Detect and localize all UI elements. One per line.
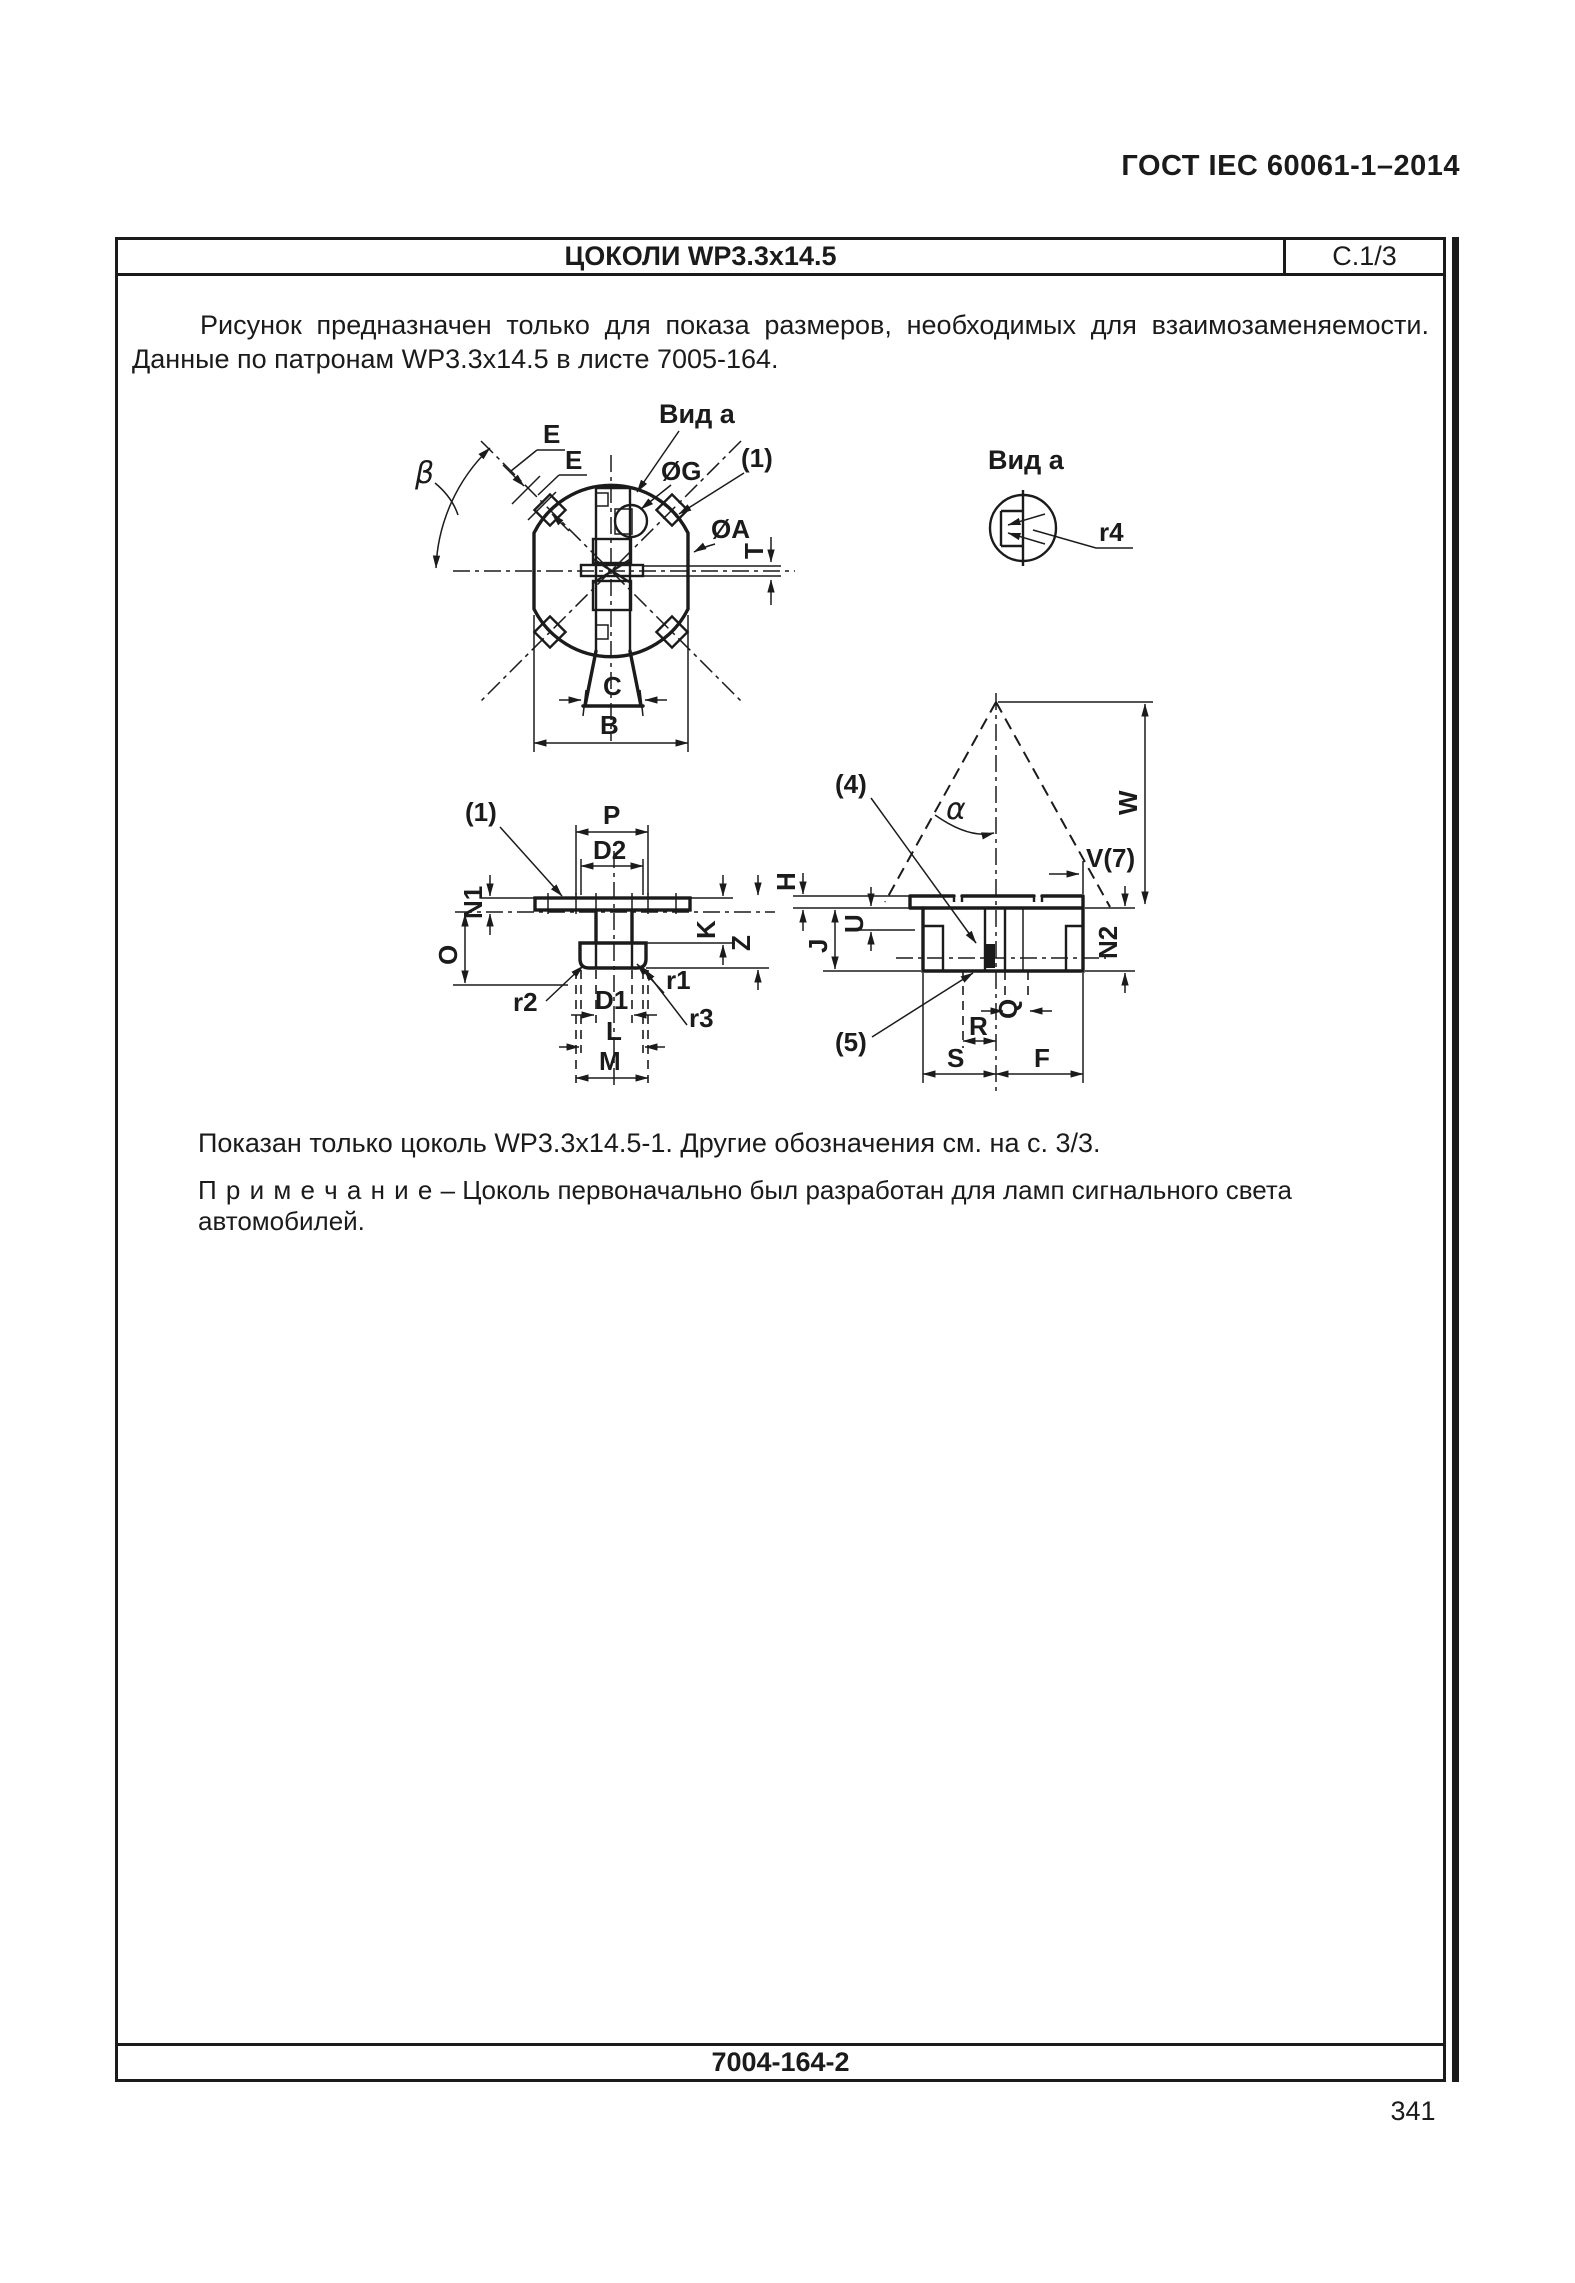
- dim-label-r2: r2: [513, 987, 538, 1017]
- sheet-title: ЦОКОЛИ WP3.3x14.5: [564, 241, 837, 271]
- ref-label-4: (4): [835, 769, 867, 799]
- dim-label-alpha: α: [946, 792, 966, 827]
- dim-label-J: J: [803, 938, 833, 953]
- page-number: 341: [1390, 2096, 1436, 2126]
- sheet-header-row: [118, 240, 1443, 276]
- dim-label-D1: D1: [595, 985, 629, 1015]
- intro-line-1: Рисунок предназначен только для показа размеров, необходимых для взаимозаменяемости.: [200, 310, 1429, 340]
- ref-label-1-top: (1): [741, 443, 773, 473]
- dim-label-V7: V(7): [1086, 843, 1136, 873]
- dim-label-L: L: [606, 1016, 622, 1046]
- dim-label-R: R: [969, 1011, 988, 1041]
- side-view-right: [771, 693, 1153, 1093]
- dim-label-r4: r4: [1099, 517, 1124, 547]
- intro-paragraph: [118, 308, 1443, 376]
- sheet-frame: [115, 237, 1446, 2082]
- note-paragraph: [198, 1175, 1443, 1237]
- binding-bar: [1452, 237, 1459, 2082]
- sheet-page-ref: С.1/3: [1283, 240, 1443, 273]
- document-header: ГОСТ IEC 60061-1–2014: [1121, 150, 1460, 182]
- dim-label-M: M: [599, 1046, 621, 1076]
- ref-label-5: (5): [835, 1027, 867, 1057]
- note-label: П р и м е ч а н и е: [198, 1175, 434, 1205]
- technical-drawing: [118, 383, 1449, 1103]
- dim-label-H: H: [771, 872, 801, 891]
- dim-label-diaA: ØA: [711, 514, 750, 544]
- dim-label-E2: E: [565, 445, 583, 475]
- dim-label-O: O: [433, 944, 463, 965]
- dim-label-F: F: [1034, 1043, 1050, 1073]
- dim-label-N2: N2: [1093, 925, 1123, 959]
- note-text: – Цоколь первоначально был разработан для ламп сигнального света автомобилей.: [198, 1175, 1292, 1236]
- dim-label-U: U: [839, 914, 869, 933]
- dim-label-T: T: [739, 543, 769, 559]
- intro-line-2: Данные по патронам WP3.3x14.5 в листе 7005-164.: [132, 344, 779, 374]
- dim-label-diaG: ØG: [661, 456, 702, 486]
- side-view-left: [433, 797, 775, 1088]
- dim-label-Q: Q: [993, 998, 1023, 1019]
- view-a-title: Вид а: [988, 445, 1064, 475]
- footer-sheet-code: 7004-164-2: [118, 2043, 1443, 2079]
- dim-label-N1: N1: [458, 885, 488, 919]
- dim-label-D2: D2: [593, 835, 627, 865]
- dim-label-Z: Z: [726, 935, 756, 951]
- dim-label-beta: β: [415, 456, 435, 491]
- view-a-callout: Вид а: [659, 399, 735, 429]
- dim-label-C: C: [603, 671, 622, 701]
- dim-label-W: W: [1113, 790, 1143, 815]
- plan-view: [414, 399, 795, 752]
- dim-label-E1: E: [543, 419, 561, 449]
- dim-label-r1: r1: [666, 965, 691, 995]
- dim-label-r3: r3: [689, 1003, 714, 1033]
- drawing-caption: Показан только цоколь WP3.3x14.5-1. Другие обозначения см. на с. 3/3.: [198, 1128, 1101, 1158]
- dim-label-S: S: [947, 1043, 965, 1073]
- detail-view-a: [988, 445, 1133, 566]
- ref-label-1-side: (1): [465, 797, 497, 827]
- dim-label-K: K: [691, 920, 721, 939]
- dim-label-B: B: [600, 710, 619, 740]
- dim-label-P: P: [603, 800, 621, 830]
